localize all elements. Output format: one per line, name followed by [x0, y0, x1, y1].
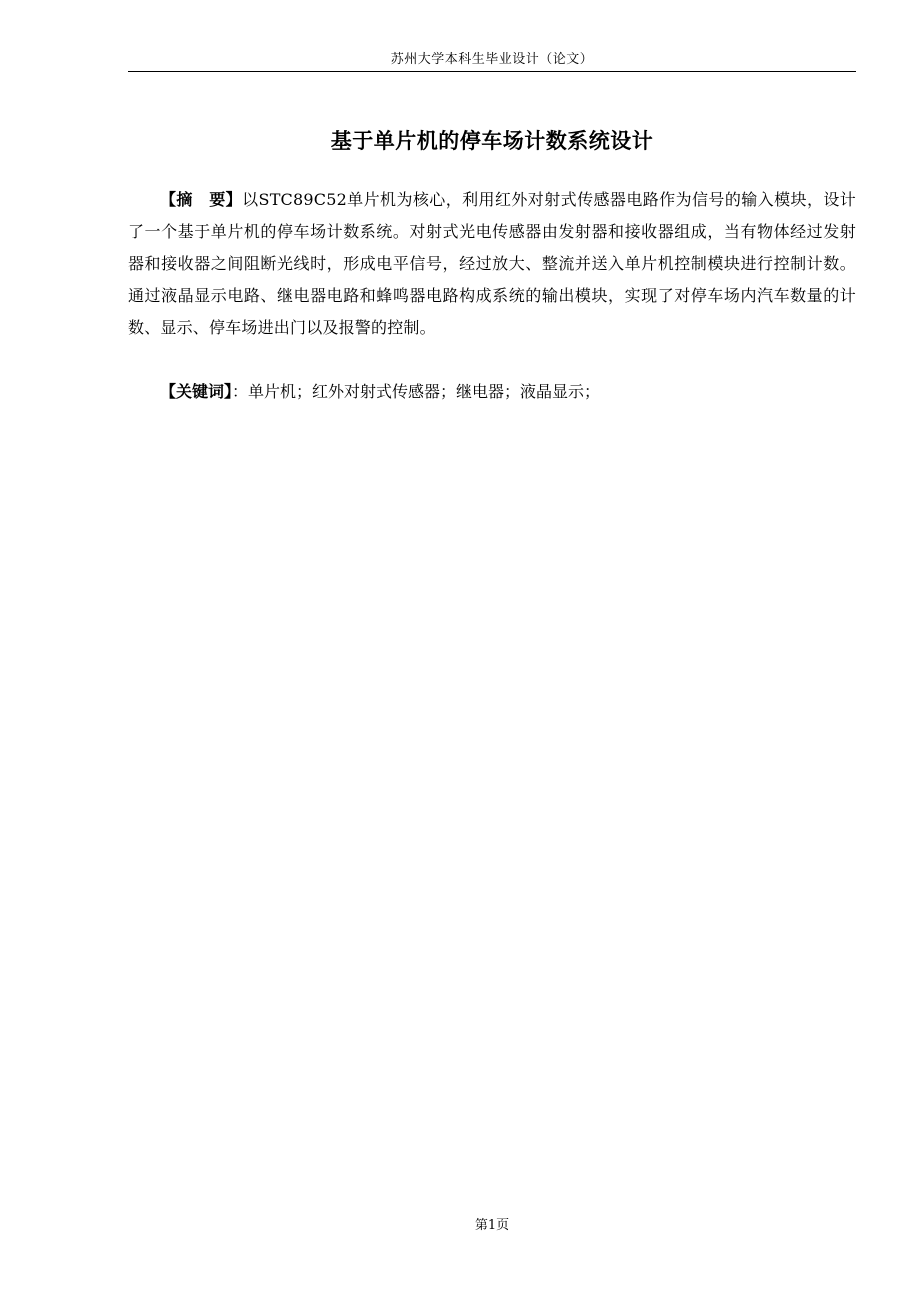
abstract-paragraph: [128, 184, 856, 344]
abstract-label: 【摘 要】: [160, 190, 243, 209]
header-rule: [128, 71, 856, 72]
keywords-label: 【关键词】: [160, 382, 233, 401]
document-title: 基于单片机的停车场计数系统设计: [330, 129, 654, 153]
keywords-paragraph: [128, 376, 856, 408]
abstract-text: 以STC89C52单片机为核心，利用红外对射式传感器电路作为信号的输入模块，设计了一个基于单片机的停车场计数系统。对射式光电传感器由发射器和接收器组成，当有物体经过发射器和接收器之间阻断光线时，形成电平信号，经过放大、整流并送入单片机控制模块进行控制计数。通过液晶显示电路、继电器电路和蜂鸣器电路构成系统的输出模块，实现了对停车场内汽车数量的计数、显示、停车场进出门以及报警的控制。: [128, 190, 856, 337]
running-header: 苏州大学本科生毕业设计（论文）: [390, 52, 594, 67]
page-number: 第1页: [474, 1218, 510, 1233]
keywords-text: ：单片机；红外对射式传感器；继电器；液晶显示；: [232, 382, 601, 401]
